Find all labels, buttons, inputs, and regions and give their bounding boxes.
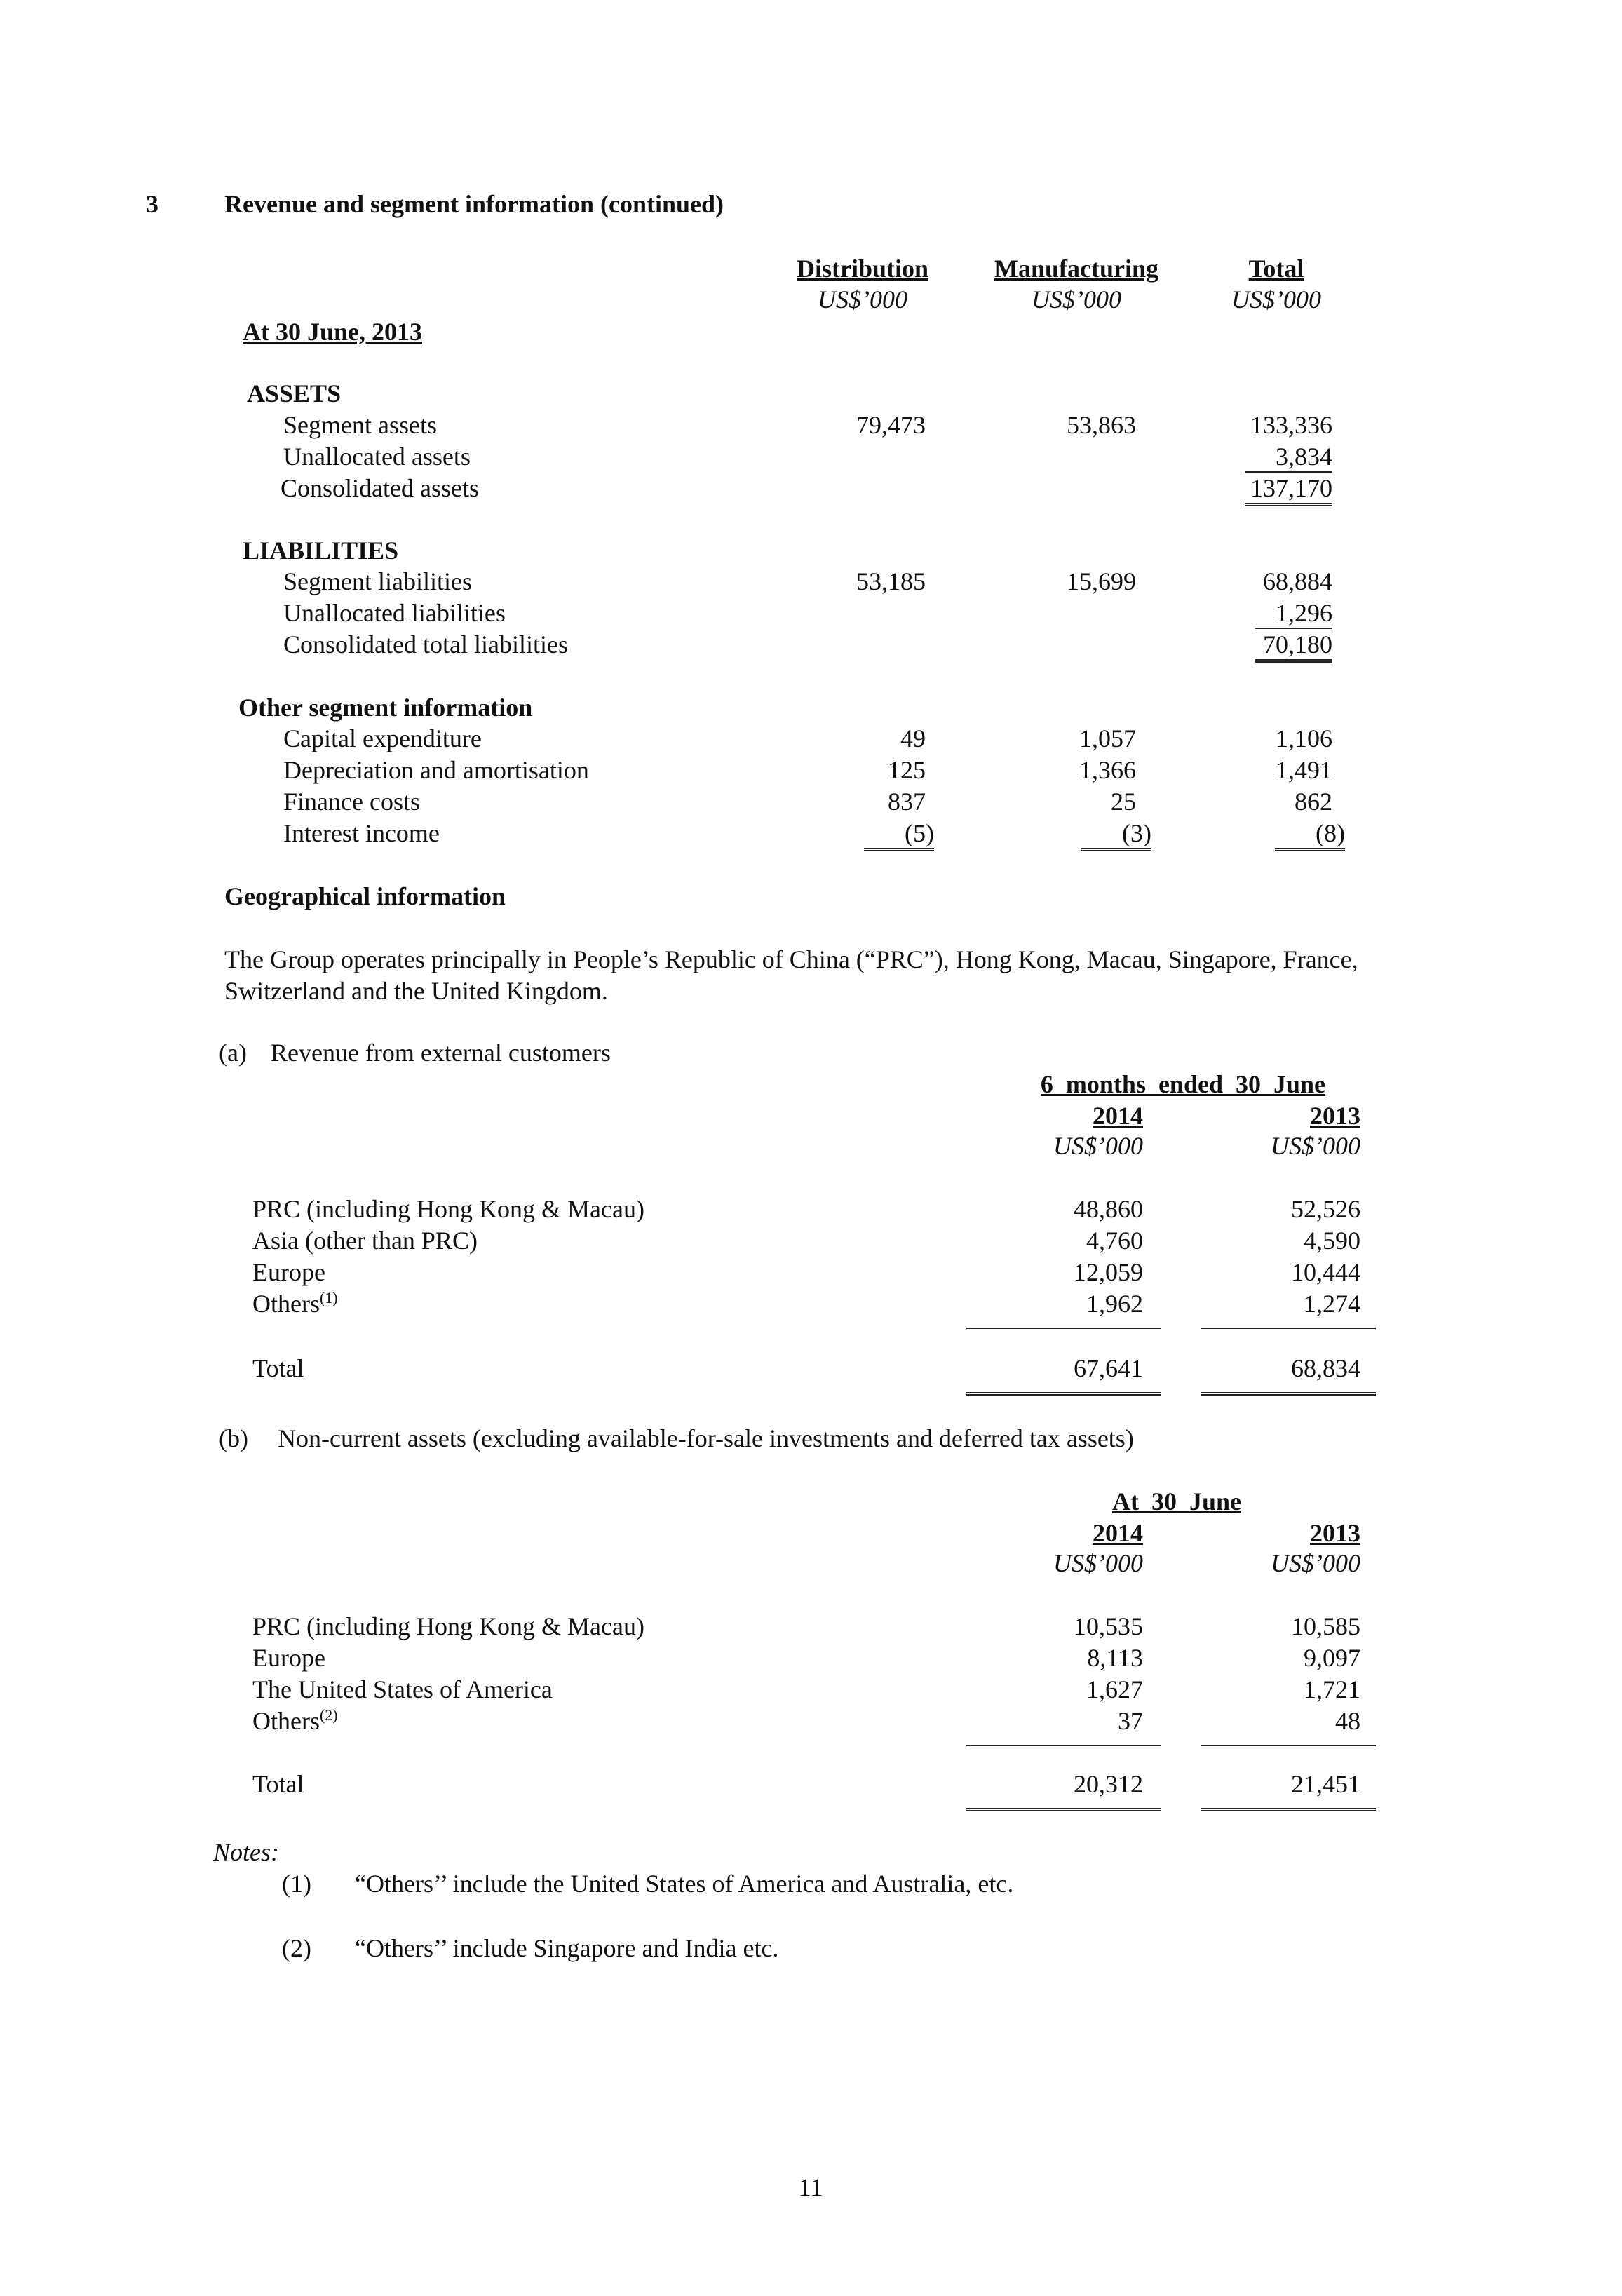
cell-total: 862 bbox=[1295, 788, 1332, 816]
assets-title: Non-current assets (excluding available-for-sale investments and deferred tax assets) bbox=[278, 1424, 1134, 1452]
assets-total-2014: 20,312 bbox=[1074, 1770, 1143, 1798]
cell-manufacturing: 15,699 bbox=[1067, 567, 1136, 595]
geo-intro-line1: The Group operates principally in People’s Republic of China (“PRC”), Hong Kong, Macau, Singapore, France, bbox=[224, 945, 1358, 973]
revenue-row-label bbox=[252, 1289, 338, 1319]
row-label: Depreciation and amortisation bbox=[283, 756, 589, 784]
revenue-others-label: Others bbox=[252, 1290, 320, 1318]
revenue-row-label: Asia (other than PRC) bbox=[252, 1227, 478, 1255]
assets-row-label: PRC (including Hong Kong & Macau) bbox=[252, 1612, 644, 1640]
assets-subtotal-rule-2014 bbox=[966, 1745, 1161, 1746]
cell-manufacturing: (3) bbox=[1122, 819, 1151, 847]
note-marker: (2) bbox=[282, 1934, 311, 1962]
assets-cell-2014: 10,535 bbox=[1074, 1612, 1143, 1640]
revenue-unit-2014: US$’000 bbox=[1053, 1132, 1143, 1160]
assets-cell-2014: 8,113 bbox=[1087, 1644, 1143, 1672]
revenue-cell-2013: 10,444 bbox=[1291, 1258, 1360, 1286]
assets-cell-2014: 1,627 bbox=[1086, 1675, 1143, 1703]
revenue-marker: (a) bbox=[219, 1039, 247, 1067]
cell-manufacturing: 1,057 bbox=[1079, 724, 1136, 752]
cell-distribution: (5) bbox=[905, 819, 934, 847]
cell-total: 133,336 bbox=[1250, 411, 1332, 439]
cell-distribution: 125 bbox=[888, 756, 926, 784]
cell-manufacturing: 1,366 bbox=[1079, 756, 1136, 784]
note-text: “Others’’ include the United States of America and Australia, etc. bbox=[355, 1870, 1014, 1898]
assets-period-header: At 30 June bbox=[1111, 1487, 1241, 1515]
cell-total: 1,296 bbox=[1276, 599, 1332, 627]
unit-distribution: US$’000 bbox=[818, 285, 907, 313]
assets-row-label: Europe bbox=[252, 1644, 325, 1672]
revenue-cell-2013: 4,590 bbox=[1304, 1227, 1360, 1255]
cell-total: 1,491 bbox=[1276, 756, 1332, 784]
unit-manufacturing: US$’000 bbox=[1032, 285, 1121, 313]
header-distribution: Distribution bbox=[796, 255, 929, 283]
revenue-cell-2014: 4,760 bbox=[1086, 1227, 1143, 1255]
assets-others-footnote-ref: (2) bbox=[319, 1706, 338, 1724]
cell-distribution: 837 bbox=[888, 788, 926, 816]
cell-total: 3,834 bbox=[1276, 443, 1332, 471]
cell-distribution: 79,473 bbox=[856, 411, 926, 439]
assets-total-rule-2013 bbox=[1201, 1808, 1376, 1811]
revenue-total-rule-2014 bbox=[966, 1392, 1161, 1396]
row-label: Consolidated total liabilities bbox=[283, 630, 568, 659]
cell-manufacturing: 25 bbox=[1111, 788, 1136, 816]
note-marker: (1) bbox=[282, 1870, 311, 1898]
cell-total: (8) bbox=[1316, 819, 1345, 847]
cell-total: 1,106 bbox=[1276, 724, 1332, 752]
cell-total: 68,884 bbox=[1263, 567, 1332, 595]
cell-total: 137,170 bbox=[1250, 474, 1332, 502]
row-label: Finance costs bbox=[283, 788, 420, 816]
revenue-cell-2014: 1,962 bbox=[1086, 1290, 1143, 1318]
cell-distribution: 49 bbox=[900, 724, 926, 752]
revenue-subtotal-rule-2013 bbox=[1201, 1328, 1376, 1329]
row-label: Unallocated assets bbox=[283, 443, 471, 471]
assets-cell-2014: 37 bbox=[1118, 1707, 1143, 1735]
assets-cell-2013: 9,097 bbox=[1304, 1644, 1360, 1672]
row-label: Interest income bbox=[283, 819, 440, 847]
assets-others-label: Others bbox=[252, 1707, 320, 1735]
assets-cell-2013: 1,721 bbox=[1304, 1675, 1360, 1703]
revenue-total-2013: 68,834 bbox=[1291, 1354, 1360, 1382]
assets-marker: (b) bbox=[219, 1424, 248, 1452]
cell-manufacturing: 53,863 bbox=[1067, 411, 1136, 439]
revenue-subtotal-rule-2014 bbox=[966, 1328, 1161, 1329]
liabilities-heading: LIABILITIES bbox=[243, 536, 399, 565]
assets-year-2014: 2014 bbox=[1093, 1519, 1143, 1547]
cell-total: 70,180 bbox=[1263, 630, 1332, 659]
row-label: Segment liabilities bbox=[283, 567, 472, 595]
assets-cell-2013: 10,585 bbox=[1291, 1612, 1360, 1640]
geo-intro-line2: Switzerland and the United Kingdom. bbox=[224, 977, 608, 1005]
revenue-year-2014: 2014 bbox=[1093, 1102, 1143, 1130]
revenue-title: Revenue from external customers bbox=[271, 1039, 611, 1067]
revenue-row-label: PRC (including Hong Kong & Macau) bbox=[252, 1195, 644, 1223]
other-heading: Other segment information bbox=[238, 694, 533, 722]
assets-subtotal-rule-2013 bbox=[1201, 1745, 1376, 1746]
revenue-total-2014: 67,641 bbox=[1074, 1354, 1143, 1382]
row-label: Unallocated liabilities bbox=[283, 599, 506, 627]
revenue-cell-2013: 1,274 bbox=[1304, 1290, 1360, 1318]
revenue-year-2013: 2013 bbox=[1310, 1102, 1360, 1130]
revenue-others-footnote-ref: (1) bbox=[319, 1289, 338, 1306]
revenue-unit-2013: US$’000 bbox=[1271, 1132, 1360, 1160]
assets-total-rule-2014 bbox=[966, 1808, 1161, 1811]
note-text: “Others’’ include Singapore and India etc. bbox=[355, 1934, 779, 1962]
assets-row-label: The United States of America bbox=[252, 1675, 553, 1703]
assets-year-2013: 2013 bbox=[1310, 1519, 1360, 1547]
page-number: 11 bbox=[798, 2173, 823, 2201]
assets-total-label: Total bbox=[252, 1770, 304, 1798]
revenue-total-rule-2013 bbox=[1201, 1392, 1376, 1396]
geo-heading: Geographical information bbox=[224, 882, 506, 910]
revenue-period-header: 6 months ended 30 June bbox=[1040, 1070, 1325, 1098]
revenue-row-label: Europe bbox=[252, 1258, 325, 1286]
notes-heading: Notes: bbox=[213, 1838, 280, 1866]
header-total: Total bbox=[1248, 255, 1304, 283]
assets-unit-2014: US$’000 bbox=[1053, 1549, 1143, 1577]
cell-distribution: 53,185 bbox=[856, 567, 926, 595]
assets-heading: ASSETS bbox=[247, 379, 342, 407]
revenue-cell-2014: 12,059 bbox=[1074, 1258, 1143, 1286]
assets-unit-2013: US$’000 bbox=[1271, 1549, 1360, 1577]
notes-heading-text: Notes bbox=[213, 1838, 271, 1866]
revenue-cell-2013: 52,526 bbox=[1291, 1195, 1360, 1223]
period-label: At 30 June, 2013 bbox=[243, 318, 423, 346]
row-label: Consolidated assets bbox=[281, 474, 479, 502]
row-label: Capital expenditure bbox=[283, 724, 482, 752]
revenue-cell-2014: 48,860 bbox=[1074, 1195, 1143, 1223]
revenue-total-label: Total bbox=[252, 1354, 304, 1382]
assets-cell-2013: 48 bbox=[1335, 1707, 1360, 1735]
assets-row-label bbox=[252, 1706, 338, 1736]
header-manufacturing: Manufacturing bbox=[994, 255, 1158, 283]
section-number: 3 bbox=[146, 190, 158, 218]
row-label: Segment assets bbox=[283, 411, 437, 439]
unit-total: US$’000 bbox=[1231, 285, 1321, 313]
assets-total-2013: 21,451 bbox=[1291, 1770, 1360, 1798]
section-title: Revenue and segment information (continued) bbox=[224, 190, 724, 218]
